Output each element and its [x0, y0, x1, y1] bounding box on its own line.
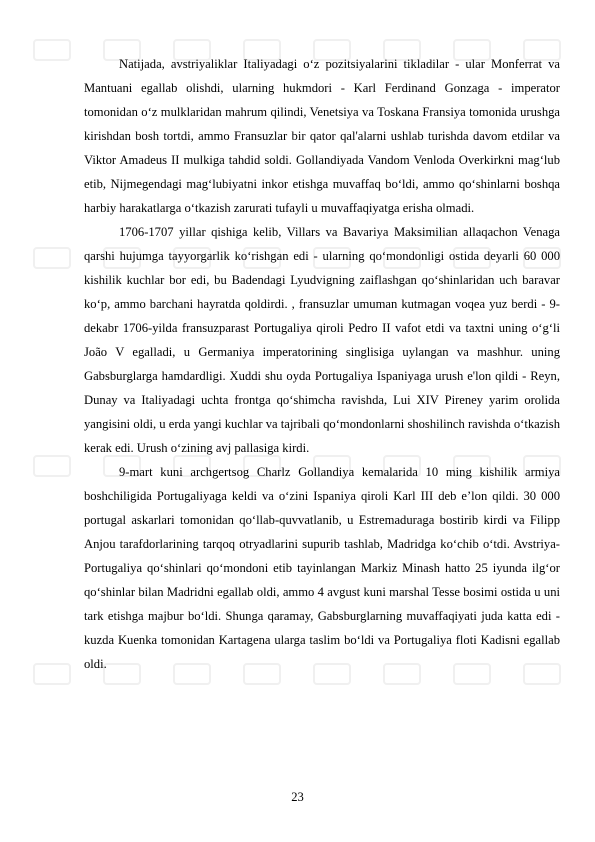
- paragraph-1: Natijada, avstriyaliklar Italiyadagi o‘z pozitsiyalarini tikladilar - ular Monferrat va Mantuani egallab olishdi, ularning hukmdori - Karl Ferdinand Gonzaga - imperator tomonidan o‘z mulklaridan mahrum qilindi, Venetsiya va Toskana Fransiya tomonida urushga kirishdan bosh tortdi, ammo Fransuzlar bir qator qal'alarni ushlab turishda davom etdilar va Viktor Amadeus II mulkiga tahdid soldi. Gollandiyada Vandom Venloda Overkirkni mag‘lub etib, Nijmegendagi mag‘lubiyatni inkor etishga muvaffaq bo‘ldi, ammo qo‘shinlarni boshqa harbiy harakatlarga o‘tkazish zarurati tufayli u muvaffaqiyatga erisha olmadi.: [84, 57, 560, 215]
- paragraph-3: 9-mart kuni archgertsog Charlz Gollandiya kemalarida 10 ming kishilik armiya boshchiligida Portugaliyaga keldi va o‘zini Ispaniya qiroli Karl III deb e’lon qildi. 30 000 portugal askarlari tomonidan qo‘llab-quvvatlanib, u Estremaduraga bostirib kirdi va Filipp Anjou tarafdorlarining tarqoq otryadlarini supurib tashlab, Madridga ko‘chib o‘tdi. Avstriya-Portugaliya qo‘shinlari qo‘mondoni etib tayinlangan Markiz Minash hatto 25 iyunda ilg‘or qo‘shinlar bilan Madridni egallab oldi, ammo 4 avgust kuni marshal Tesse bosimi ostida u uni tark etishga majbur bo‘ldi. Shunga qaramay, Gabsburglarning muvaffaqiyati juda katta edi - kuzda Kuenka tomonidan Kartagena ularga taslim bo‘ldi va Portugaliya floti Kadisni egallab oldi.: [84, 465, 560, 671]
- body-text: [84, 52, 560, 676]
- page-number: 23: [291, 790, 304, 804]
- paragraph-2: 1706-1707 yillar qishiga kelib, Villars va Bavariya Maksimilian allaqachon Venaga qarshi hujumga tayyorgarlik ko‘rishgan edi - ularning qo‘mondonligi ostida deyarli 60 000 kishilik kuchlar bor edi, bu Badendagi Lyudvigning zaiflashgan qo‘shinlaridan uch baravar ko‘p, ammo barchani hayratda qoldirdi. , fransuzlar umuman kutmagan voqea yuz berdi - 9-dekabr 1706-yilda fransuzparast Portugaliya qiroli Pedro II vafot etdi va taxtni uning o‘g‘li João V egalladi, u Germaniya imperatorining singlisiga uylangan va mashhur. uning Gabsburglarga hamdardligi. Xuddi shu oyda Portugaliya Ispaniyaga urush e'lon qildi - Reyn, Dunay va Italiyadagi uchta frontga qo‘shimcha ravishda, Lui XIV Pireney yarim orolida yangisini oldi, u erda yangi kuchlar va tajribali qo‘mondonlarni shoshilinch ravishda o‘tkazish kerak edi. Urush o‘zining avj pallasiga kirdi.: [84, 225, 560, 455]
